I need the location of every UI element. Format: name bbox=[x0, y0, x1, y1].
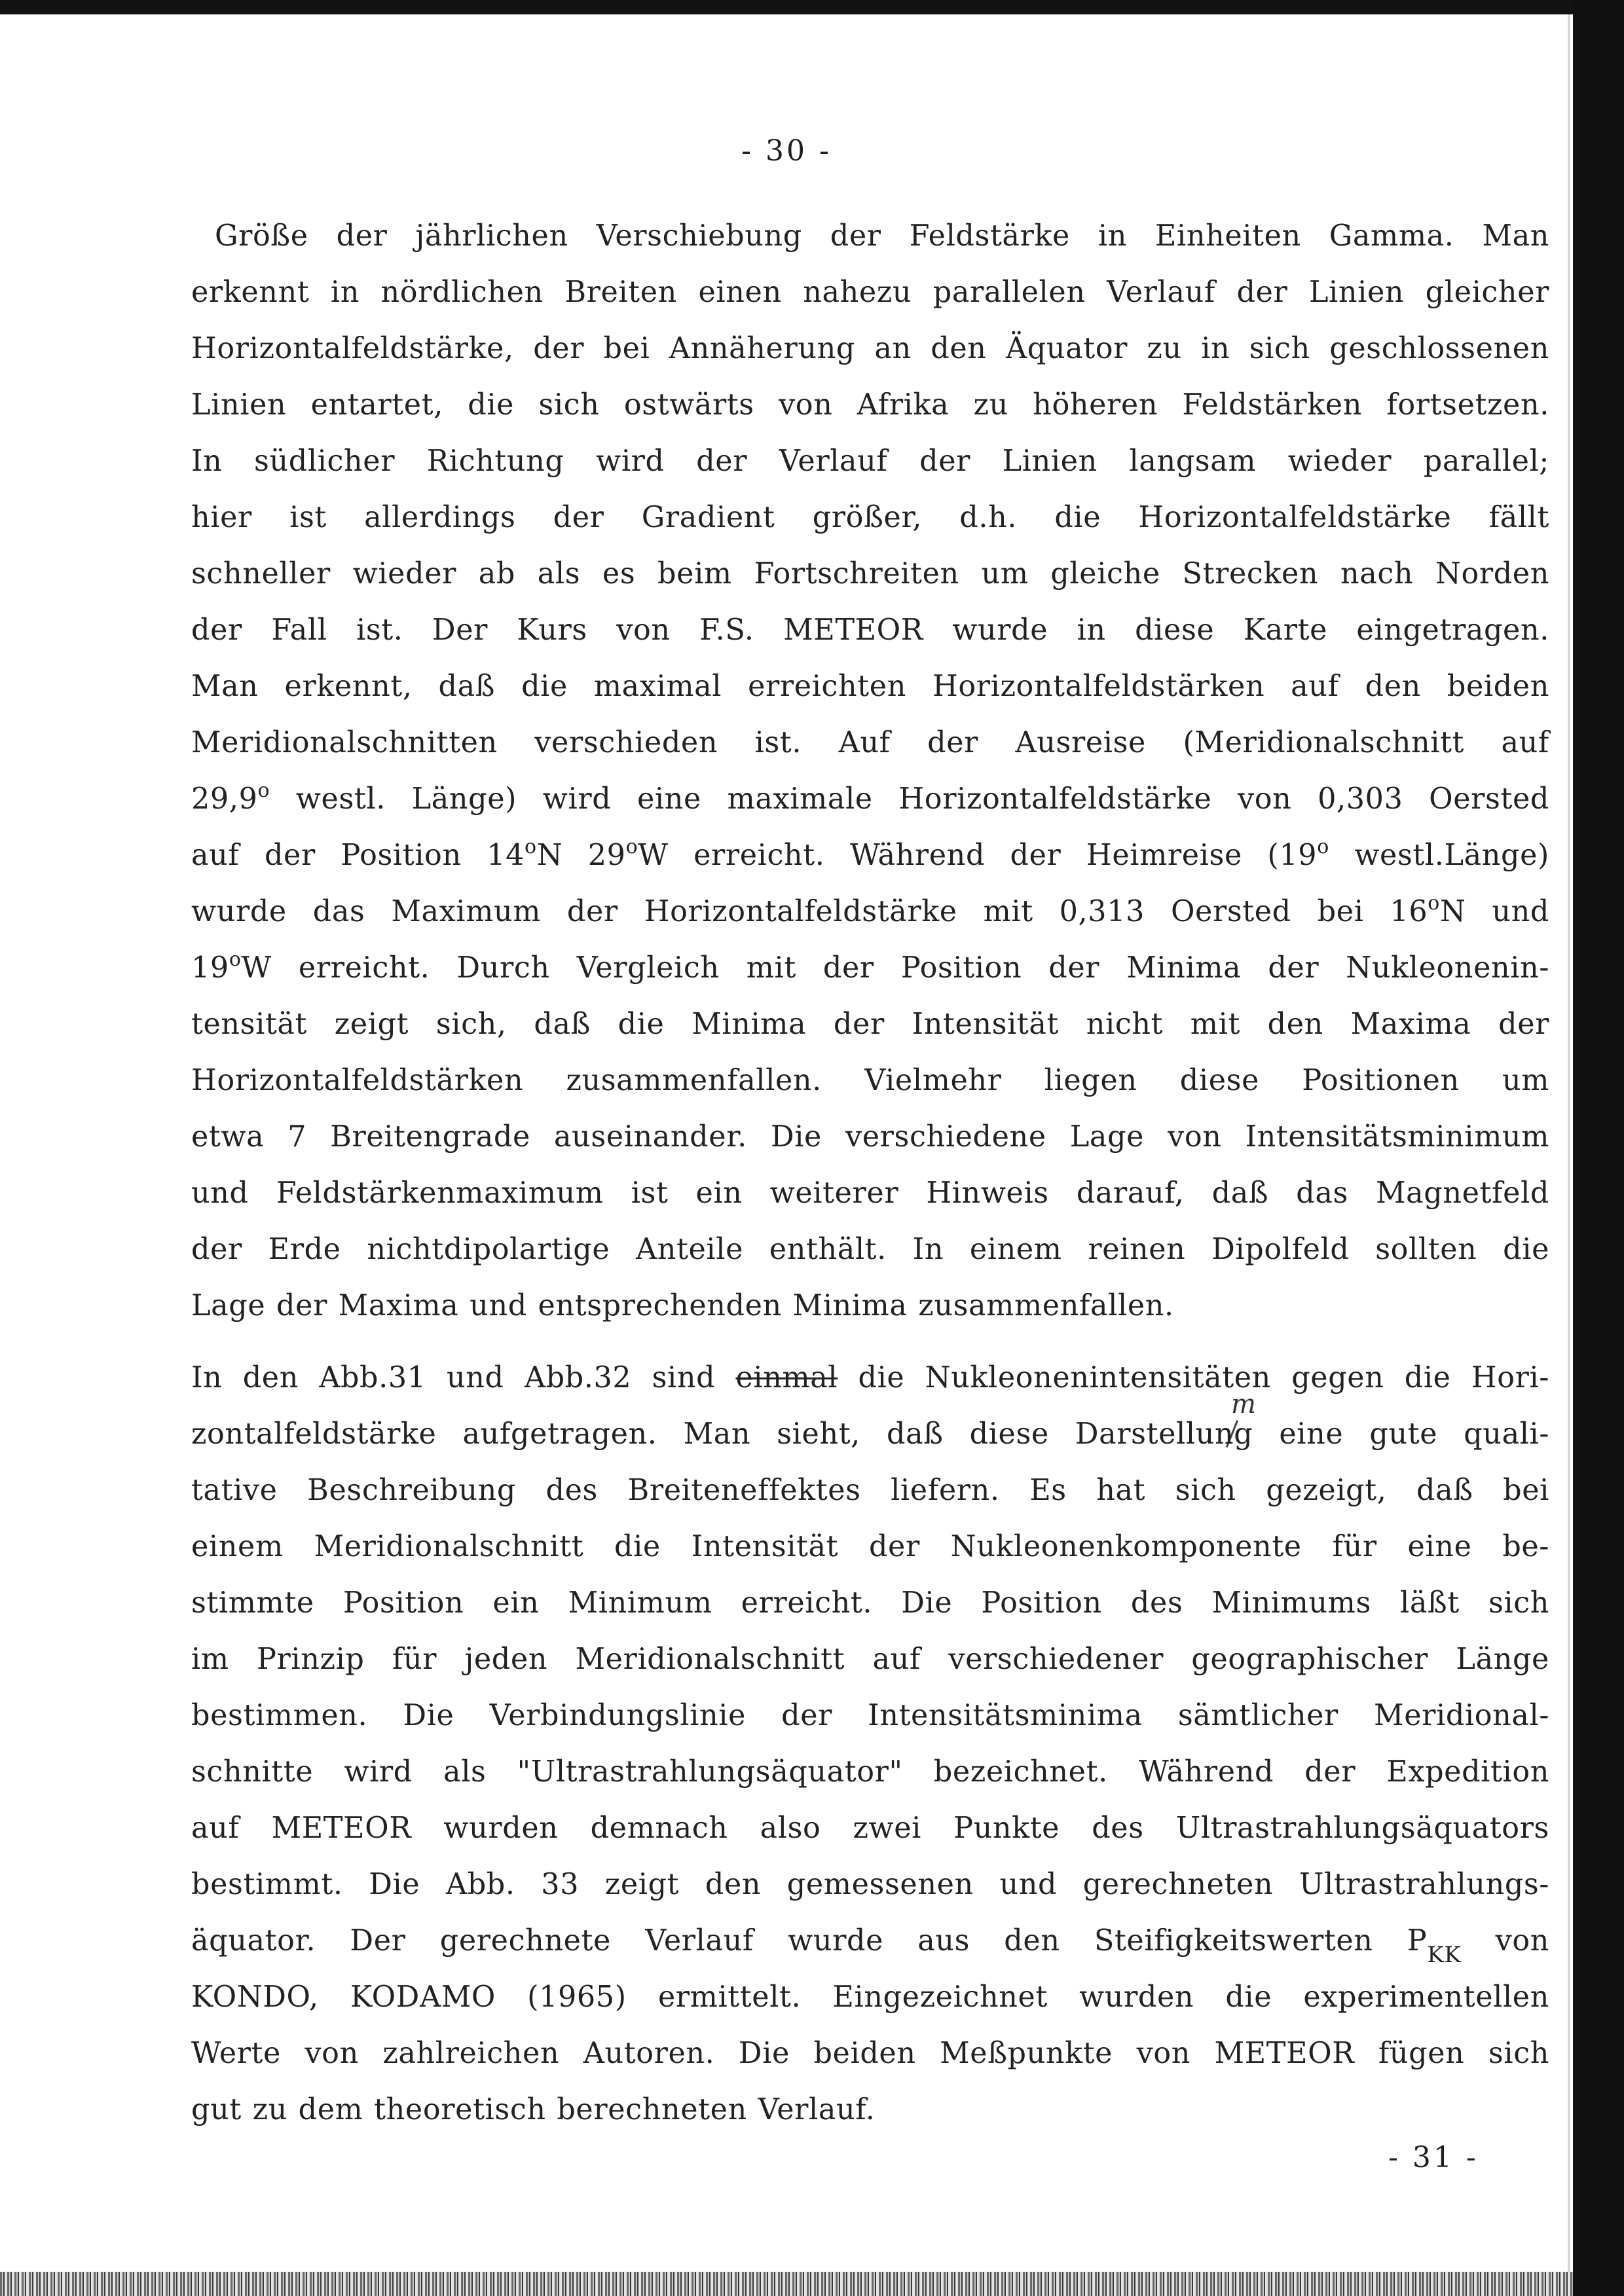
text-run: auf der Position 14 bbox=[191, 839, 525, 872]
text-line bbox=[191, 884, 1549, 940]
text-line: Linien entartet, die sich ostwärts von Afrika zu höheren Feldstärken fortsetzen. bbox=[191, 388, 1549, 422]
text-line: einem Meridionalschnitt die Intensität der Nukleonenkomponente für eine be- bbox=[191, 1530, 1549, 1563]
text-line: der Erde nichtdipolartige Anteile enthält. In einem reinen Dipolfeld sollten die bbox=[191, 1233, 1549, 1266]
text-run: N 29 bbox=[536, 839, 626, 872]
text-line: Meridionalschnitten verschieden ist. Auf der Ausreise (Meridionalschnitt auf bbox=[191, 726, 1549, 759]
text-line: auf METEOR wurden demnach also zwei Punkte des Ultrastrahlungsäquators bbox=[191, 1812, 1549, 1845]
text-line bbox=[191, 771, 1549, 828]
paragraph-2 bbox=[191, 1350, 1549, 2138]
text-line: bestimmen. Die Verbindungslinie der Intensitätsminima sämtlicher Meridional- bbox=[191, 1699, 1549, 1732]
text-line: der Fall ist. Der Kurs von F.S. METEOR wurde in diese Karte eingetragen. bbox=[191, 613, 1549, 647]
degree-sign: o bbox=[1317, 835, 1329, 858]
text-run: In den Abb.31 und Abb.32 sind bbox=[191, 1361, 716, 1394]
text-line: Lage der Maxima und entsprechenden Minima zusammenfallen. bbox=[191, 1289, 1174, 1322]
page-number-top: - 30 - bbox=[741, 134, 832, 168]
text-line: tative Beschreibung des Breiteneffektes liefern. Es hat sich gezeigt, daß bei bbox=[191, 1474, 1549, 1507]
paragraph-1 bbox=[191, 208, 1549, 1334]
text-run: von bbox=[1495, 1924, 1549, 1958]
text-line: hier ist allerdings der Gradient größer, d.h. die Horizontalfeldstärke fällt bbox=[191, 501, 1549, 534]
text-line: erkennt in nördlichen Breiten einen nahezu parallelen Verlauf der Linien gleicher bbox=[191, 276, 1549, 309]
text-line: im Prinzip für jeden Meridionalschnitt auf verschiedener geographischer Länge bbox=[191, 1643, 1549, 1676]
text-run: 29,9 bbox=[191, 782, 258, 816]
text-line bbox=[191, 1913, 1549, 1969]
text-line: Werte von zahlreichen Autoren. Die beiden Meßpunkte von METEOR fügen sich bbox=[191, 2037, 1549, 2070]
text-run: 19 bbox=[191, 951, 229, 985]
text-run: westl. Länge) wird eine maximale Horizontalfeldstärke von 0,303 Oersted bbox=[295, 782, 1549, 816]
text-run: N und bbox=[1439, 895, 1550, 928]
text-line: In südlicher Richtung wird der Verlauf der Linien langsam wieder parallel; bbox=[191, 445, 1549, 478]
text-line: Man erkennt, daß die maximal erreichten Horizontalfeldstärken auf den beiden bbox=[191, 670, 1549, 703]
subscript: KK bbox=[1427, 1942, 1462, 1968]
text-line: Horizontalfeldstärken zusammenfallen. Vielmehr liegen diese Positionen um bbox=[191, 1064, 1549, 1097]
scan-right-border bbox=[1573, 0, 1624, 2296]
sheet-edge bbox=[1568, 14, 1570, 2272]
text-run: äquator. Der gerechnete Verlauf wurde aus den Steifigkeitswerten P bbox=[191, 1924, 1428, 1958]
degree-sign: o bbox=[1428, 892, 1440, 915]
text-line: schneller wieder ab als es beim Fortschreiten um gleiche Strecken nach Norden bbox=[191, 557, 1549, 591]
degree-sign: o bbox=[229, 948, 242, 971]
handwritten-insert: m bbox=[1231, 1389, 1256, 1419]
text-line: schnitte wird als "Ultrastrahlungsäquator" bezeichnet. Während der Expedition bbox=[191, 1755, 1549, 1789]
text-run: westl.Länge) bbox=[1354, 839, 1550, 872]
text-line: bestimmt. Die Abb. 33 zeigt den gemessenen und gerechneten Ultrastrahlungs- bbox=[191, 1868, 1549, 1901]
text-line bbox=[191, 828, 1549, 884]
scan-bottom-border bbox=[0, 2272, 1573, 2296]
text-line: Größe der jährlichen Verschiebung der Feldstärke in Einheiten Gamma. Man bbox=[215, 219, 1549, 253]
text-run: die Nukleonenintensitäten gegen die Hori- bbox=[858, 1361, 1549, 1394]
page-number-bottom: - 31 - bbox=[1388, 2141, 1479, 2174]
degree-sign: o bbox=[257, 779, 270, 802]
text-line: Horizontalfeldstärke, der bei Annäherung an den Äquator zu in sich geschlossenen bbox=[191, 332, 1549, 365]
text-line bbox=[191, 940, 1549, 996]
text-line: zontalfeldstärke aufgetragen. Man sieht, daß diese Darstellung eine gute quali- bbox=[191, 1417, 1549, 1451]
text-line: gut zu dem theoretisch berechneten Verlauf. bbox=[191, 2093, 876, 2126]
text-line: tensität zeigt sich, daß die Minima der Intensität nicht mit den Maxima der bbox=[191, 1008, 1549, 1041]
text-line: etwa 7 Breitengrade auseinander. Die verschiedene Lage von Intensitätsminimum bbox=[191, 1120, 1549, 1154]
struck-word: einmal bbox=[735, 1361, 838, 1394]
text-line: KONDO, KODAMO (1965) ermittelt. Eingezeichnet wurden die experimentellen bbox=[191, 1980, 1549, 2014]
text-run: W erreicht. Durch Vergleich mit der Position der Minima der Nukleonenin- bbox=[241, 951, 1549, 985]
text-line: und Feldstärkenmaximum ist ein weiterer Hinweis darauf, daß das Magnetfeld bbox=[191, 1176, 1549, 1210]
text-line bbox=[191, 1350, 1549, 1406]
text-line: stimmte Position ein Minimum erreicht. Die Position des Minimums läßt sich bbox=[191, 1586, 1549, 1620]
degree-sign: o bbox=[525, 835, 537, 858]
text-run: W erreicht. Während der Heimreise (19 bbox=[638, 839, 1318, 872]
scan-top-border bbox=[0, 0, 1624, 14]
degree-sign: o bbox=[625, 835, 638, 858]
text-run: wurde das Maximum der Horizontalfeldstärke mit 0,313 Oersted bei 16 bbox=[191, 895, 1428, 928]
